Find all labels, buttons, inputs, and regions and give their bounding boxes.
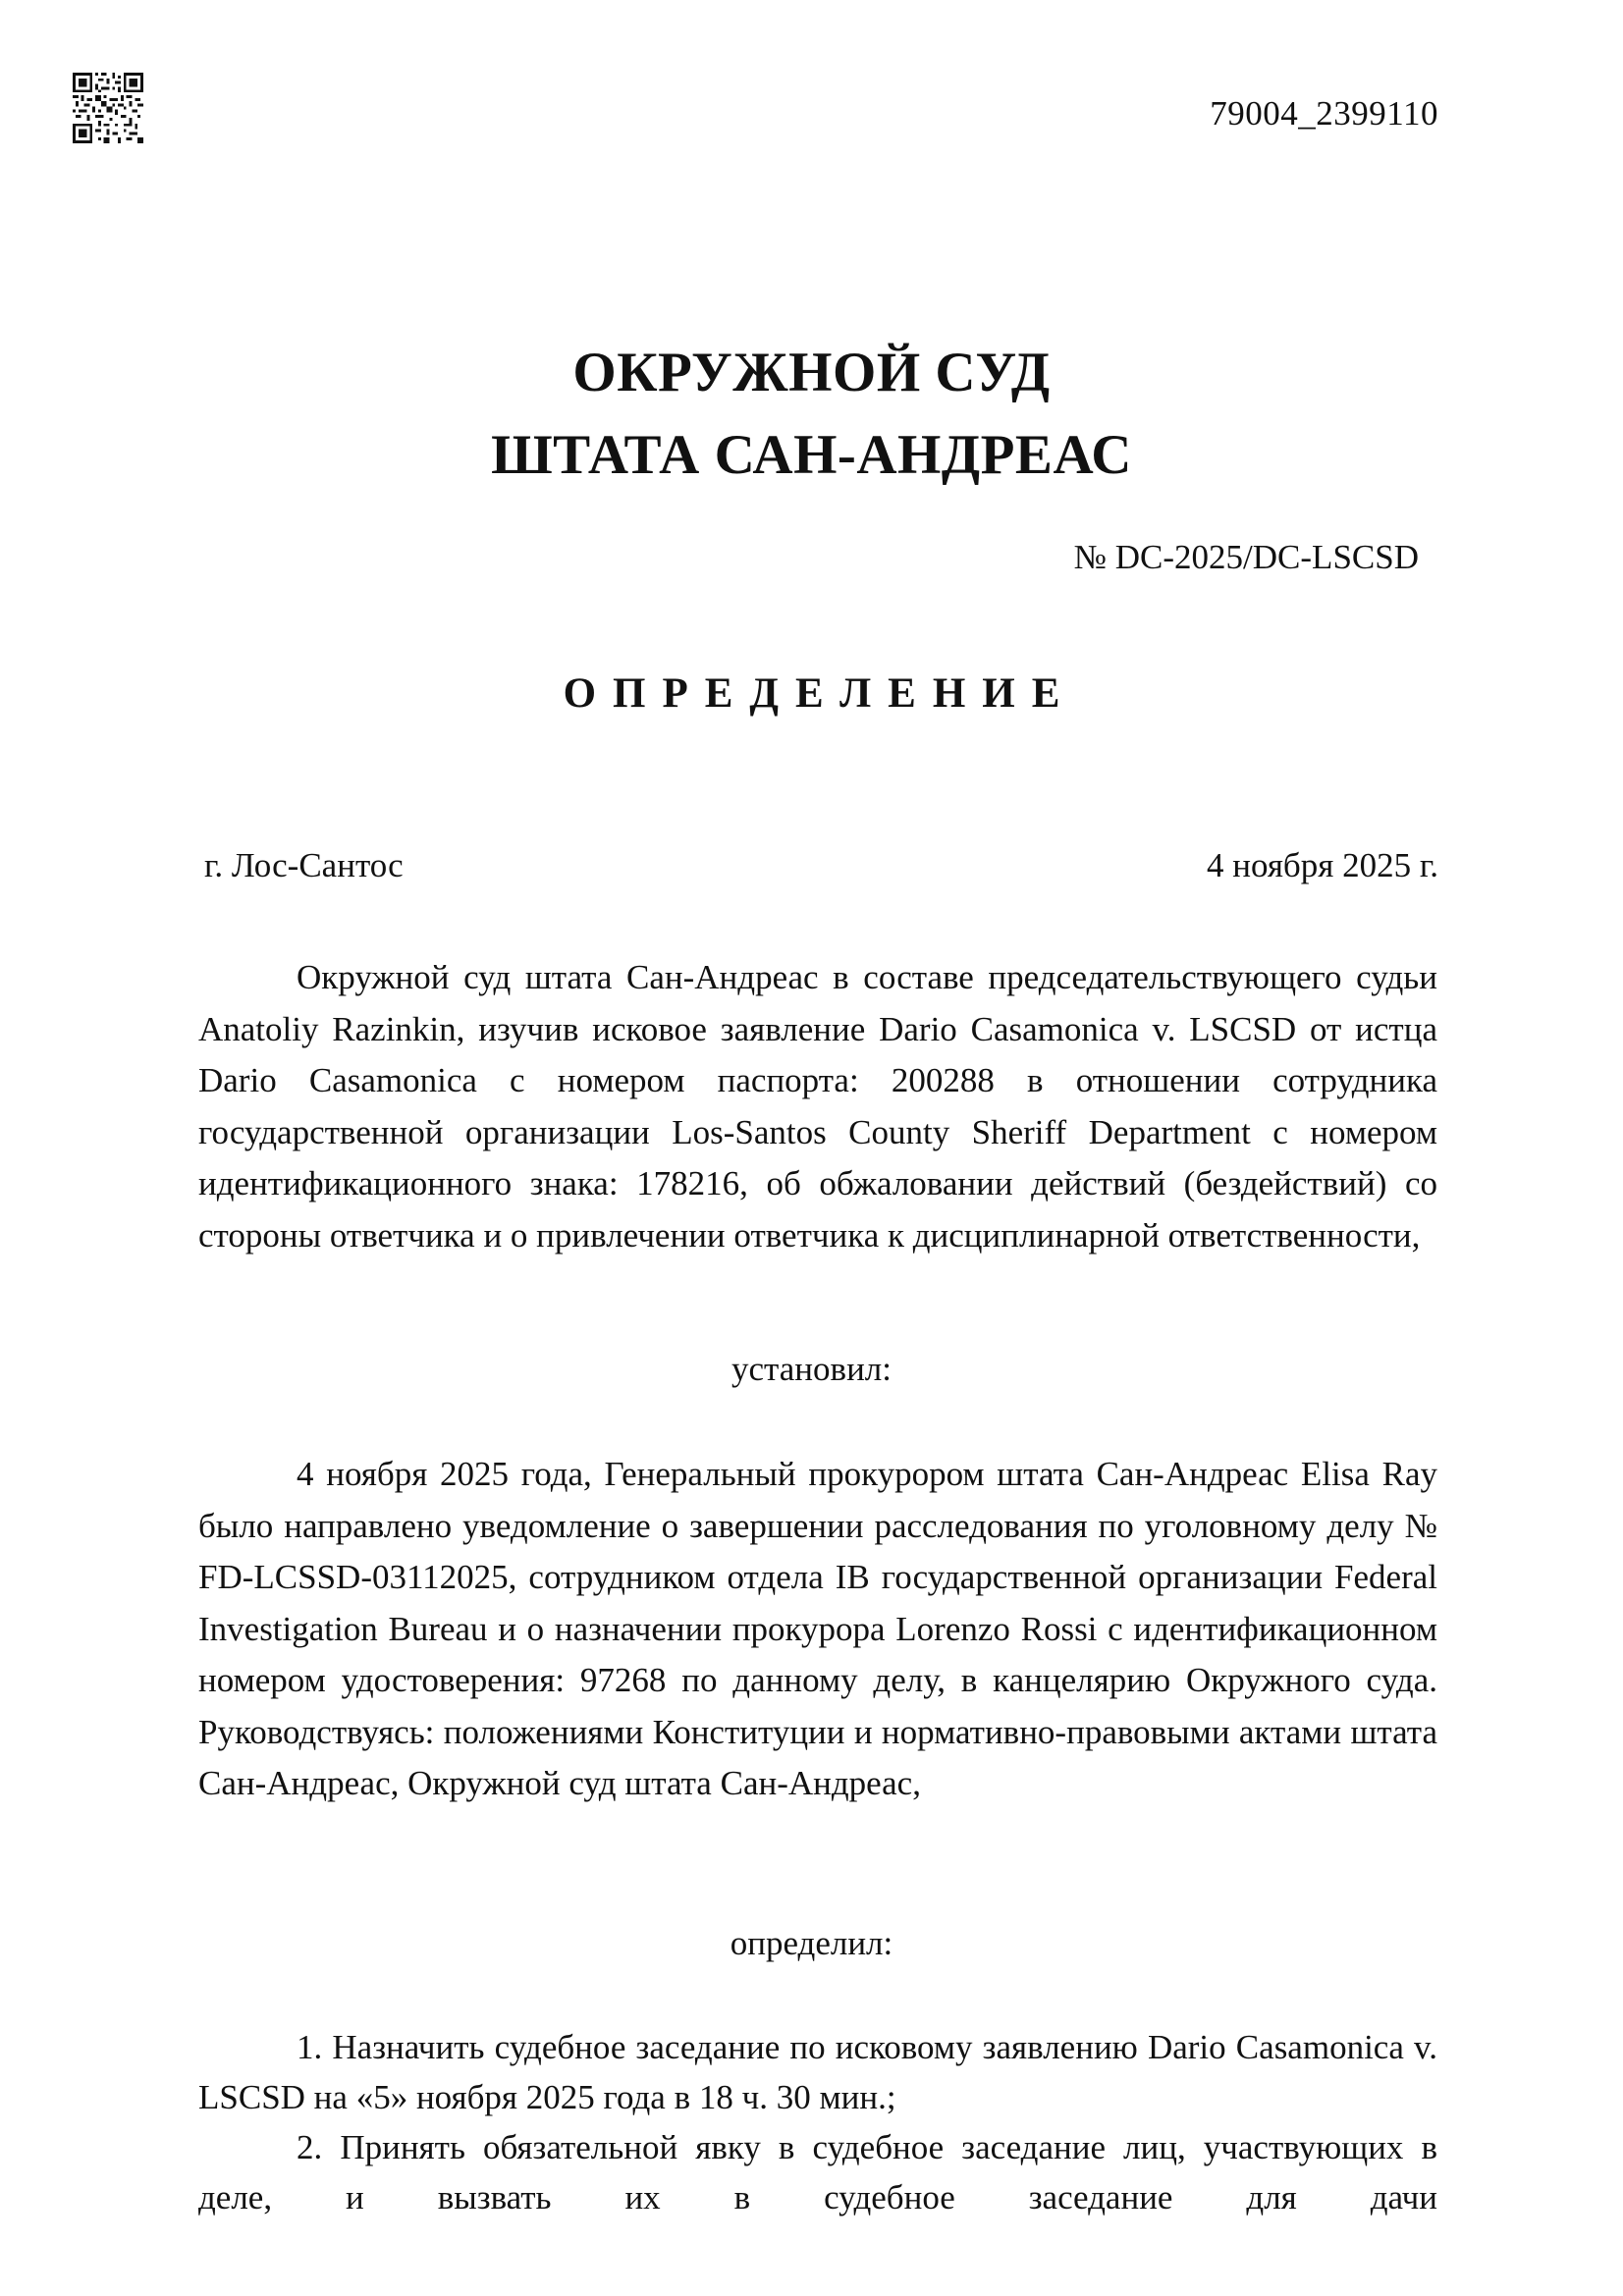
document-type-heading: ОПРЕДЕЛЕНИЕ [563,670,1077,717]
qr-code-icon [73,73,143,143]
established-heading: установил: [731,1350,892,1388]
date: 4 ноября 2025 г. [1207,846,1438,884]
ruling-text: Назначить судебное заседание по исковому заявлению Dario Casamonica v. LSCSD на «5» ноября 2025 года в 18 ч. 30 мин.; [198,2028,1437,2116]
facts-paragraph: 4 ноября 2025 года, Генеральный прокурором штата Сан-Андреас Elisa Ray было направлено уведомление о завершении расследования по уголовному делу № FD-LCSSD-03112025, сотрудником отдела IB государственной организации Federal Investigation Bureau и о назначении прокурора Lorenzo Rossi с идентификационном номером удостоверения: 97268 по данному делу, в канцелярию Окружного суда. Руководствуясь: положениями Конституции и нормативно-правовыми актами штата Сан-Андреас, Окружной суд штата Сан-Андреас, [198,1455,1437,1802]
court-title-line-1: ОКРУЖНОЙ СУД [572,342,1051,403]
document-id: 79004_2399110 [1210,94,1438,133]
case-number: № DC-2025/DC-LSCSD [1073,538,1419,576]
court-title-line-2: ШТАТА САН-АНДРЕАС [491,424,1132,486]
ruling-number: 2. [297,2128,323,2166]
ruling-item-2 [198,2122,1437,2222]
place-date-row [204,846,1438,885]
ruling-item-1 [198,2022,1437,2122]
ruling-text: Принять обязательной явку в судебное заседание лиц, участвующих в деле, и вызвать их в судебное заседание для дачи [198,2128,1437,2216]
court-title [0,332,1623,497]
place: г. Лос-Сантос [204,846,404,884]
rulings-list [198,2022,1437,2222]
ruling-number: 1. [297,2028,323,2066]
intro-paragraph: Окружной суд штата Сан-Андреас в составе председательствующего судьи Anatoliy Razinkin, изучив исковое заявление Dario Casamonica v. LSCSD от истца Dario Casamonica с номером паспорта: 200288 в отношении сотрудника государственной организации Los-Santos County Sheriff Department с номером идентификационного знака: 178216, об обжаловании действий (бездействий) со стороны ответчика и о привлечении ответчика к дисциплинарной ответственности, [198,958,1437,1255]
decided-heading: определил: [730,1924,893,1962]
